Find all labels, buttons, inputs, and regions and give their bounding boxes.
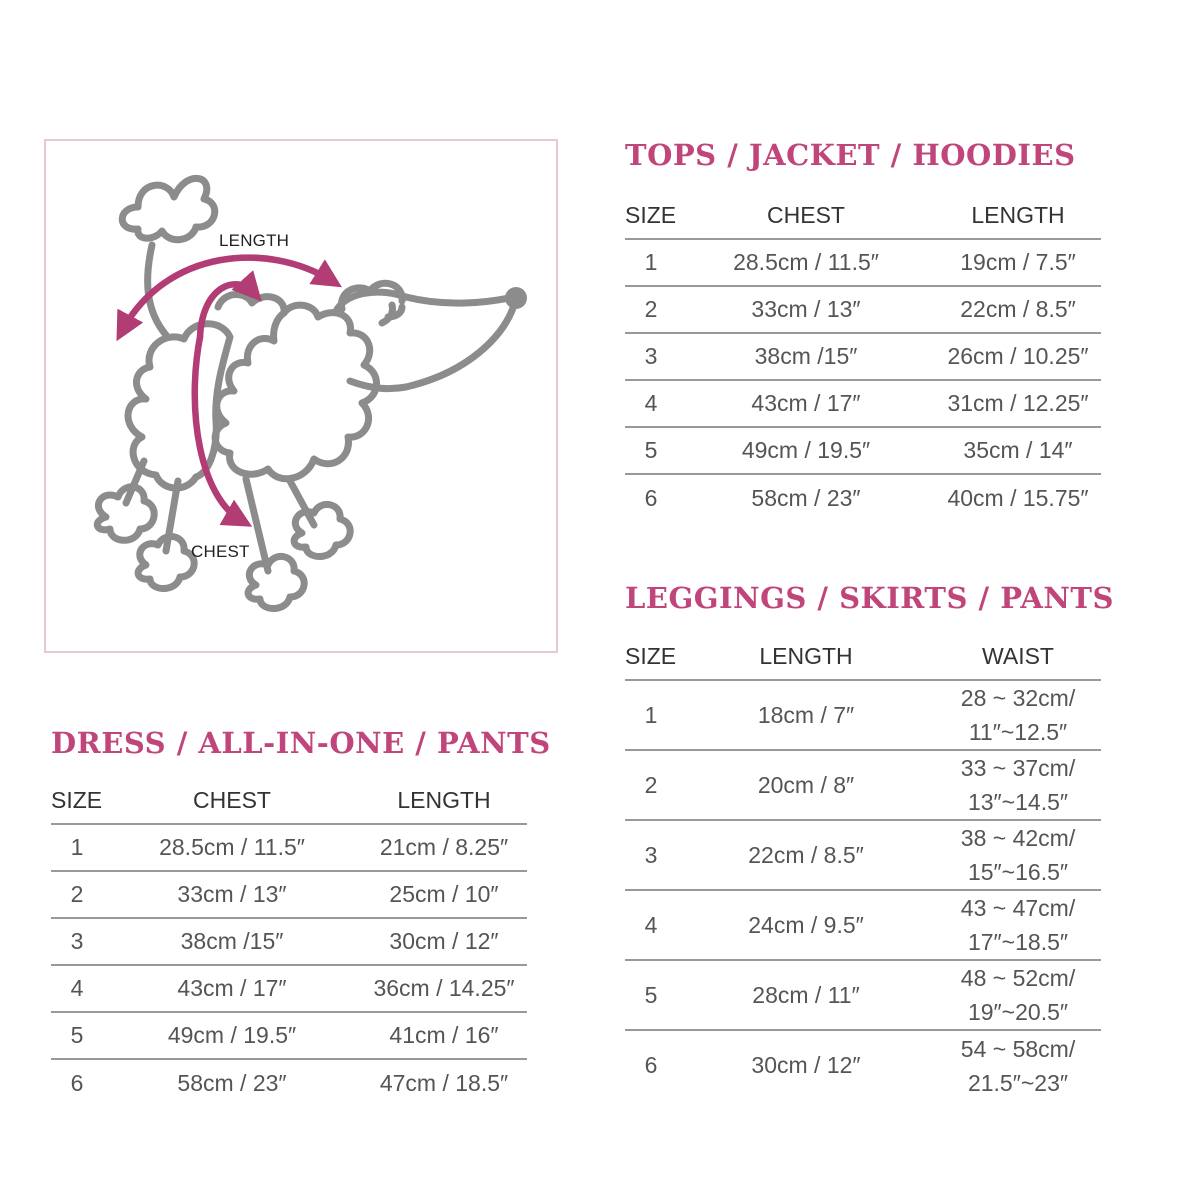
size-cell: 5 — [625, 960, 677, 1030]
header-length: LENGTH — [935, 192, 1101, 239]
size-cell: 2 — [51, 871, 103, 918]
waist-cm: 54 ~ 58cm/ — [960, 1035, 1076, 1062]
length-cell: 28cm / 11″ — [677, 960, 935, 1030]
table-row — [51, 871, 527, 918]
waist-cm: 33 ~ 37cm/ — [960, 755, 1076, 781]
waist-cell — [935, 960, 1101, 1030]
header-chest: CHEST — [103, 777, 361, 824]
length-cell: 31cm / 12.25″ — [935, 380, 1101, 427]
chest-cell: 28.5cm / 11.5″ — [103, 824, 361, 871]
chest-cell: 58cm / 23″ — [177, 1069, 287, 1096]
length-cell: 21cm / 8.25″ — [361, 824, 527, 871]
chest-cell: 49cm / 19.5″ — [103, 1012, 361, 1059]
waist-inch: 19″~20.5″ — [967, 999, 1069, 1025]
table-row — [51, 824, 527, 871]
back-tuft — [218, 294, 284, 313]
size-cell: 3 — [625, 820, 677, 890]
length-cell: 36cm / 14.25″ — [361, 965, 527, 1012]
dress-size-table — [51, 777, 527, 1106]
size-cell: 2 — [625, 286, 677, 333]
poodle-illustration — [46, 141, 560, 655]
length-cell: 20cm / 8″ — [677, 750, 935, 820]
front-body — [215, 305, 376, 479]
table-row — [625, 333, 1101, 380]
table-row — [51, 1059, 527, 1106]
size-cell: 6 — [70, 1069, 84, 1096]
size-cell: 5 — [625, 427, 677, 474]
waist-inch: 21.5″~23″ — [967, 1069, 1069, 1096]
size-cell: 3 — [51, 918, 103, 965]
waist-cm: 38 ~ 42cm/ — [960, 825, 1076, 851]
table-row — [625, 380, 1101, 427]
ear-detail — [382, 305, 402, 323]
length-cell: 22cm / 8.5″ — [677, 820, 935, 890]
table-header-row — [625, 192, 1101, 239]
waist-cell — [935, 820, 1101, 890]
table-row — [51, 965, 527, 1012]
table-row — [51, 918, 527, 965]
length-cell: 47cm / 18.5″ — [379, 1069, 509, 1096]
dress-title: DRESS / ALL-IN-ONE / PANTS — [51, 726, 551, 760]
size-cell: 3 — [625, 333, 677, 380]
table-header-row — [625, 633, 1101, 680]
table-row — [625, 820, 1101, 890]
size-cell: 4 — [51, 965, 103, 1012]
waist-cell — [935, 1030, 1101, 1100]
length-cell: 41cm / 16″ — [361, 1012, 527, 1059]
paw-front-left — [248, 556, 304, 608]
chest-cell: 43cm / 17″ — [103, 965, 361, 1012]
length-cell: 30cm / 12″ — [361, 918, 527, 965]
length-cell: 25cm / 10″ — [361, 871, 527, 918]
chest-cell: 43cm / 17″ — [677, 380, 935, 427]
chest-cell: 33cm / 13″ — [103, 871, 361, 918]
length-cell: 22cm / 8.5″ — [935, 286, 1101, 333]
waist-inch: 15″~16.5″ — [967, 859, 1069, 885]
tops-size-table — [625, 192, 1101, 521]
waist-inch: 13″~14.5″ — [967, 789, 1069, 815]
table-row — [625, 239, 1101, 286]
table-row — [625, 680, 1101, 750]
leggings-title: LEGGINGS / SKIRTS / PANTS — [625, 581, 1114, 615]
waist-cell — [935, 750, 1101, 820]
chest-cell: 58cm / 23″ — [751, 484, 861, 511]
header-size: SIZE — [51, 777, 103, 824]
table-row — [625, 474, 1101, 521]
size-cell: 4 — [625, 890, 677, 960]
table-row — [625, 890, 1101, 960]
length-cell: 19cm / 7.5″ — [935, 239, 1101, 286]
table-header-row — [51, 777, 527, 824]
tops-title: TOPS / JACKET / HOODIES — [625, 138, 1076, 172]
waist-cell — [935, 680, 1101, 750]
leggings-size-table — [625, 633, 1101, 1100]
waist-cell — [935, 890, 1101, 960]
nose — [505, 287, 527, 309]
size-cell: 2 — [625, 750, 677, 820]
table-row — [625, 960, 1101, 1030]
table-row — [625, 427, 1101, 474]
size-cell: 1 — [625, 680, 677, 750]
size-cell: 1 — [51, 824, 103, 871]
header-size: SIZE — [625, 633, 677, 680]
length-cell: 24cm / 9.5″ — [677, 890, 935, 960]
header-chest: CHEST — [677, 192, 935, 239]
table-row — [51, 1012, 527, 1059]
size-cell: 6 — [644, 484, 658, 511]
chest-cell: 38cm /15″ — [677, 333, 935, 380]
size-cell: 6 — [644, 1052, 658, 1078]
tail-pom — [122, 178, 214, 239]
paw-front-right — [294, 504, 350, 556]
length-cell: 26cm / 10.25″ — [935, 333, 1101, 380]
length-cell: 35cm / 14″ — [935, 427, 1101, 474]
length-label: LENGTH — [219, 231, 290, 250]
header-size: SIZE — [625, 192, 677, 239]
header-length: LENGTH — [361, 777, 527, 824]
chest-cell: 33cm / 13″ — [677, 286, 935, 333]
chest-cell: 38cm /15″ — [103, 918, 361, 965]
length-cell: 30cm / 12″ — [751, 1052, 861, 1078]
header-length: LENGTH — [677, 633, 935, 680]
table-row — [625, 750, 1101, 820]
table-row — [625, 1030, 1101, 1100]
waist-cm: 43 ~ 47cm/ — [960, 895, 1076, 921]
head-top — [336, 292, 514, 311]
header-waist: WAIST — [935, 633, 1101, 680]
table-row — [625, 286, 1101, 333]
length-cell: 40cm / 15.75″ — [947, 484, 1089, 511]
waist-inch: 17″~18.5″ — [967, 929, 1069, 955]
chest-label: CHEST — [191, 542, 250, 561]
waist-inch: 11″~12.5″ — [968, 719, 1068, 745]
poodle-diagram — [44, 139, 558, 653]
size-cell: 4 — [625, 380, 677, 427]
chest-cell: 28.5cm / 11.5″ — [677, 239, 935, 286]
chest-cell: 49cm / 19.5″ — [677, 427, 935, 474]
size-cell: 1 — [625, 239, 677, 286]
waist-cm: 48 ~ 52cm/ — [960, 965, 1076, 991]
size-cell: 5 — [51, 1012, 103, 1059]
waist-cm: 28 ~ 32cm/ — [960, 685, 1076, 711]
length-cell: 18cm / 7″ — [677, 680, 935, 750]
